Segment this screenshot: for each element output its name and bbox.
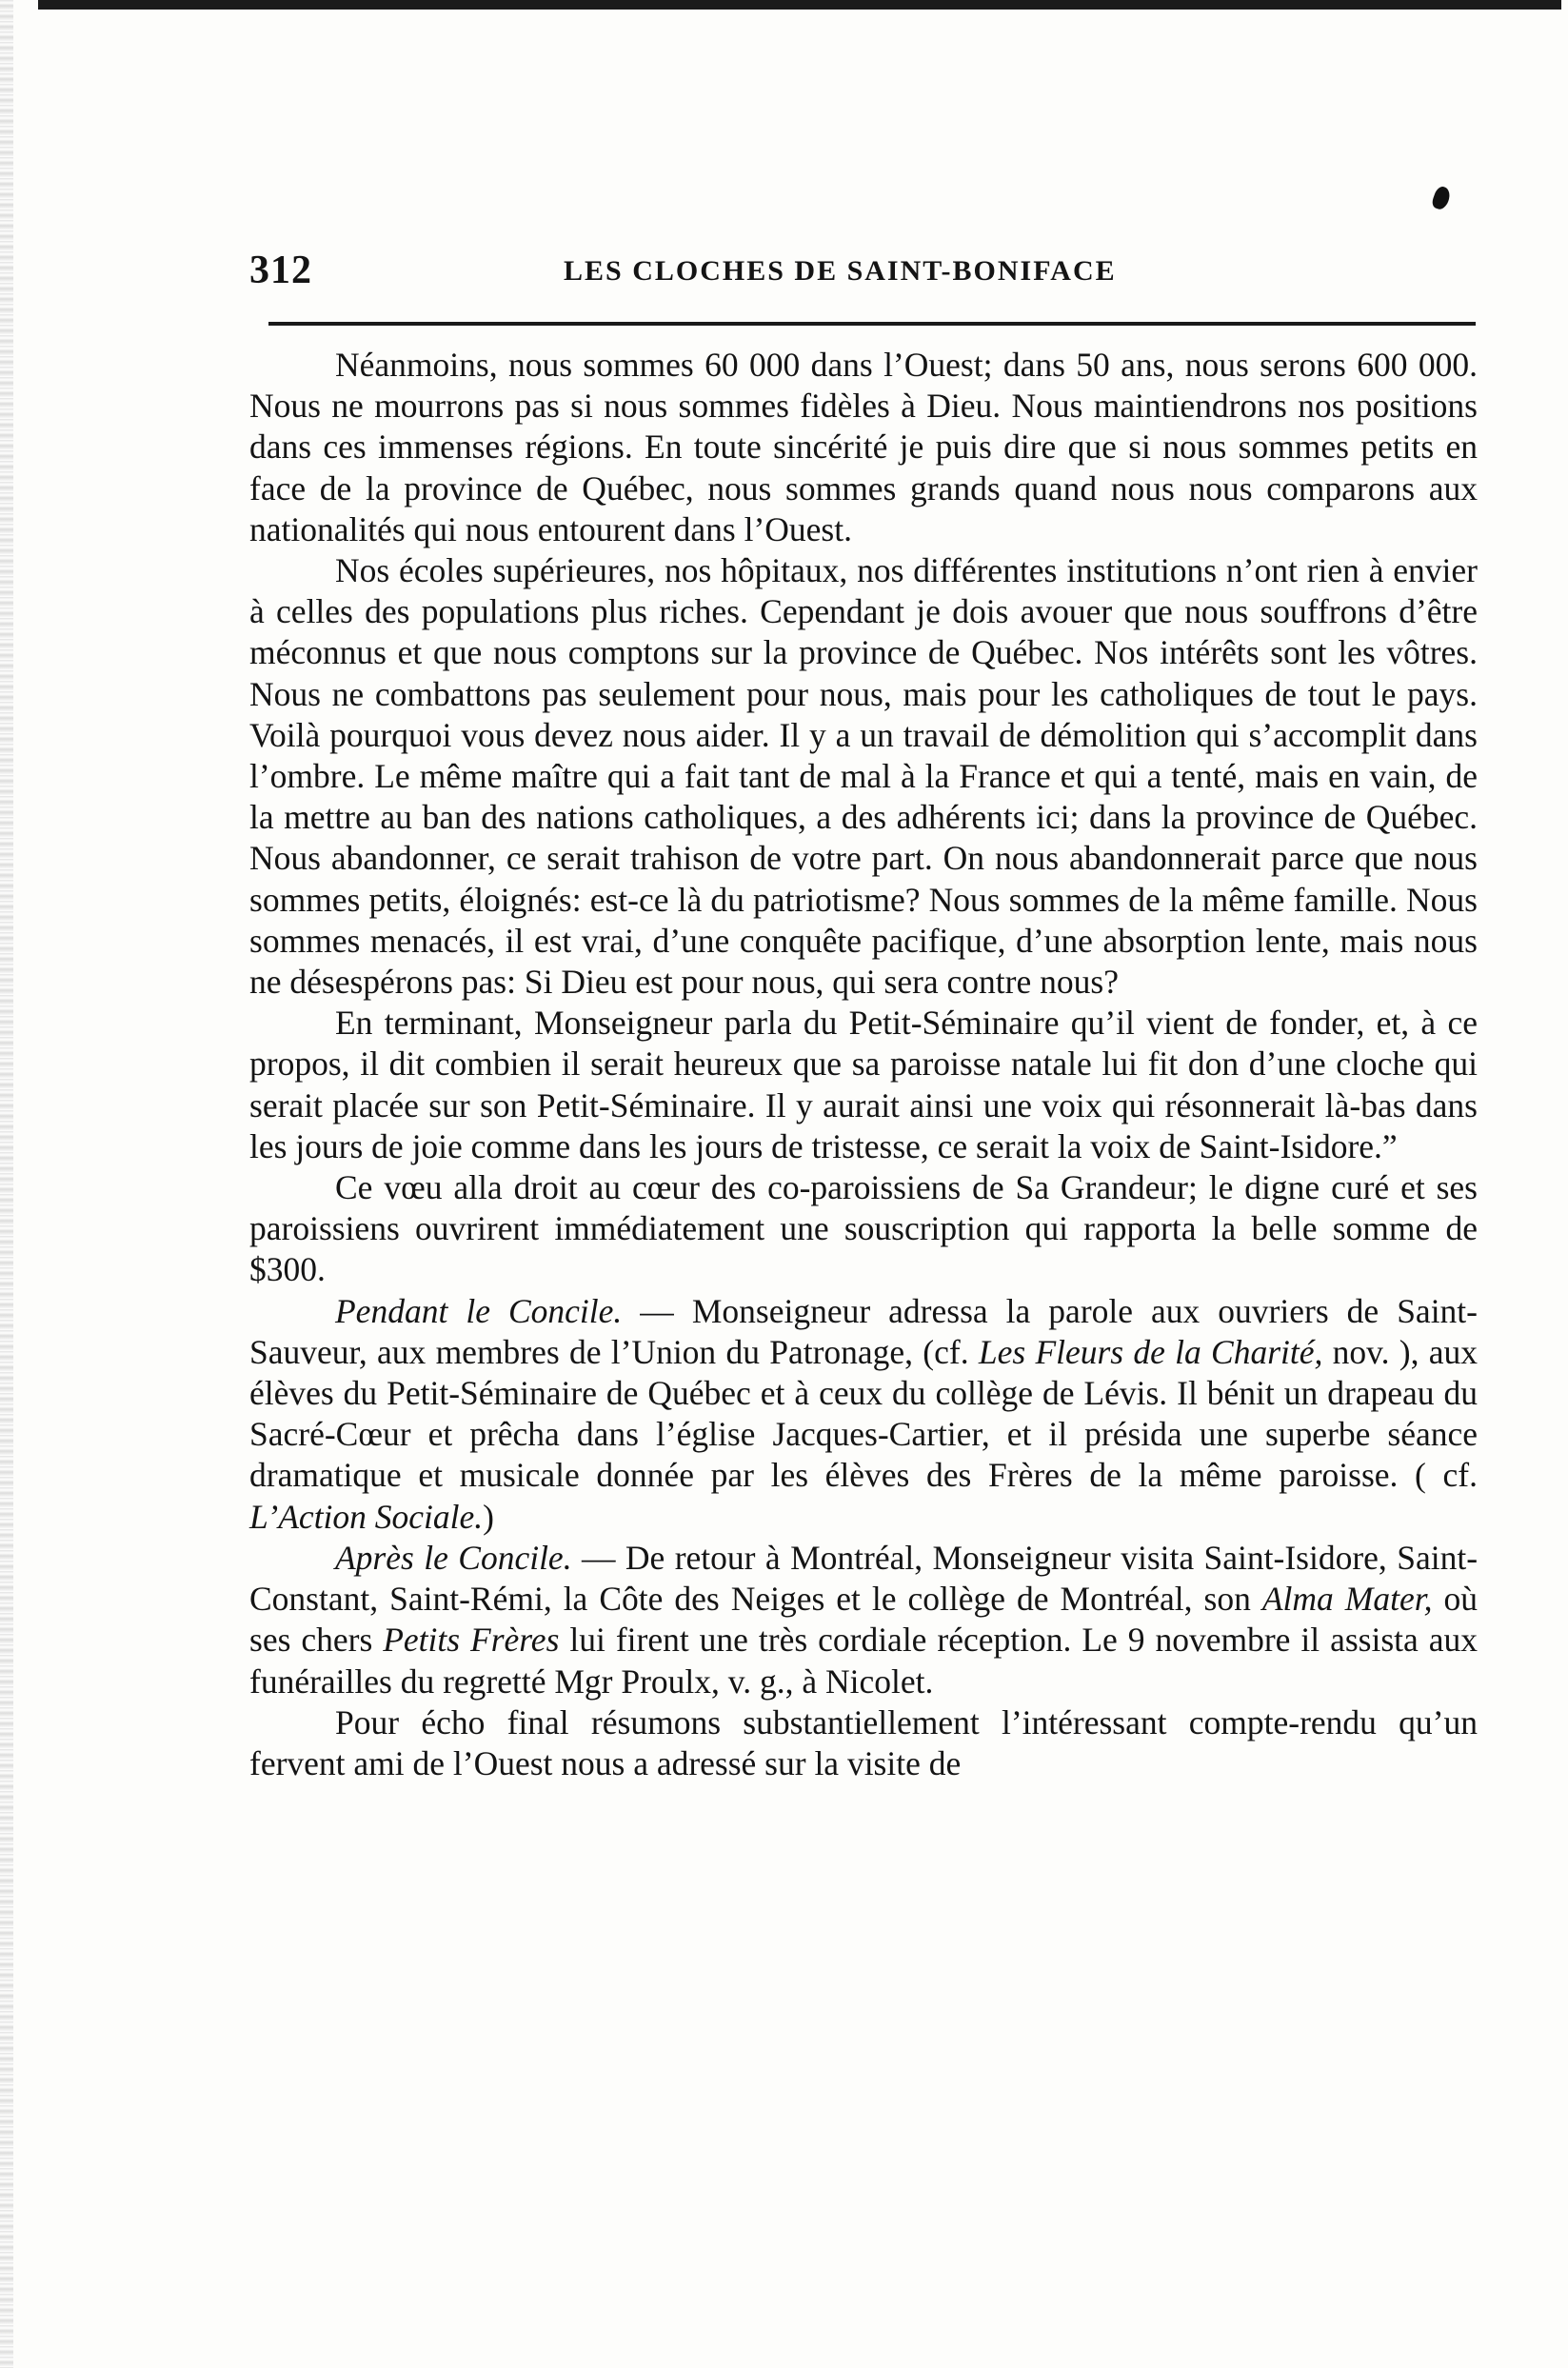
section-lead: Après le Concile. [335, 1538, 572, 1577]
italic-phrase: Petits Frères [383, 1621, 560, 1660]
paragraph: Ce vœu alla droit au cœur des co-paroissiens de Sa Grandeur; le digne curé et ses paroissiens ouvrirent immédiatement une souscription qui rapporta la belle somme de $300. [249, 1168, 1478, 1289]
page-left-edge-shadow [0, 0, 13, 2368]
paragraph-apres-le-concile [249, 1538, 1478, 1702]
paragraph-text: nov. ), aux élèves du Petit-Séminaire de Québec et à ceux du collège de Lévis. Il bénit un drapeau du Sacré-Cœur et prêcha dans l’église Jacques-Cartier, et il présida une superbe séance dramatique et musicale donnée par les élèves des Frères de la même paroisse. ( cf. [249, 1332, 1478, 1495]
paragraph: Nos écoles supérieures, nos hôpitaux, nos différentes institutions n’ont rien à envier à celles des populations plus riches. Cependant je dois avouer que nous souffrons d’être méconnus et que nous comptons sur la province de Québec. Nos intérêts sont les vôtres. Nous ne combattons pas seulement pour nous, mais pour les catholiques de tout le pays. Voilà pourquoi vous devez nous aider. Il y a un travail de démolition qui s’accomplit dans l’ombre. Le même maître qui a fait tant de mal à la France et qui a tenté, mais en vain, de la mettre au ban des nations catholiques, a des adhérents ici; dans la province de Québec. Nous abandonner, ce serait trahison de votre part. On nous abandonnerait parce que nous sommes petits, éloignés: est-ce là du patriotisme? Nous sommes de la même famille. Nous sommes menacés, il est vrai, d’une conquête pacifique, d’une absorption lente, mais nous ne désespérons pas: Si Dieu est pour nous, qui sera contre nous? [249, 551, 1478, 1002]
italic-phrase: Alma Mater, [1261, 1580, 1433, 1619]
body-text [249, 345, 1478, 1784]
page-number: 312 [249, 249, 312, 292]
paragraph-pendant-le-concile [249, 1291, 1478, 1538]
paragraph-text: — De retour à Montréal, Monseigneur visita Saint-Isidore, Saint-Constant, Saint-Rémi, la Côte des Neiges et le collège de Montréal, son [249, 1538, 1479, 1619]
page-header [249, 248, 1478, 305]
citation-title: Les Fleurs de la Charité, [978, 1332, 1323, 1371]
running-title: LES CLOCHES DE SAINT-BONIFACE [564, 255, 1117, 287]
paragraph-text: où ses chers [249, 1580, 1479, 1660]
paragraph: Pour écho final résumons substantiellement l’intéressant compte-rendu qu’un fervent ami de l’Ouest nous a adressé sur la visite de [249, 1702, 1478, 1782]
paragraph-text: lui firent une très cordiale réception. Le 9 novembre il assista aux funérailles du regretté Mgr Proulx, v. g., à Nicolet. [249, 1621, 1478, 1701]
paragraph-text: — Monseigneur adressa la parole aux ouvriers de Saint-Sauveur, aux membres de l’Union du Patronage, (cf. [249, 1291, 1478, 1371]
citation-title: L’Action Sociale. [249, 1497, 484, 1536]
header-rule [268, 322, 1476, 326]
ink-blot [1430, 185, 1452, 211]
paragraph: En terminant, Monseigneur parla du Petit-Séminaire qu’il vient de fonder, et, à ce propos, il dit combien il serait heureux que sa paroisse natale lui fit don d’une cloche qui serait placée sur son Petit-Séminaire. Il y aurait ainsi une voix qui résonnerait là-bas dans les jours de joie comme dans les jours de tristesse, ce serait la voix de Saint-Isidore.” [249, 1004, 1478, 1165]
paragraph-text: ) [483, 1497, 494, 1536]
section-lead: Pendant le Concile. [335, 1291, 623, 1330]
paragraph: Néanmoins, nous sommes 60 000 dans l’Ouest; dans 50 ans, nous serons 600 000. Nous ne mourrons pas si nous sommes fidèles à Dieu. Nous maintiendrons nos positions dans ces immenses régions. En toute sincérité je puis dire que si nous sommes petits en face de la province de Québec, nous sommes grands quand nous nous comparons aux nationalités qui nous entourent dans l’Ouest. [249, 346, 1478, 548]
page-top-border [38, 0, 1561, 10]
